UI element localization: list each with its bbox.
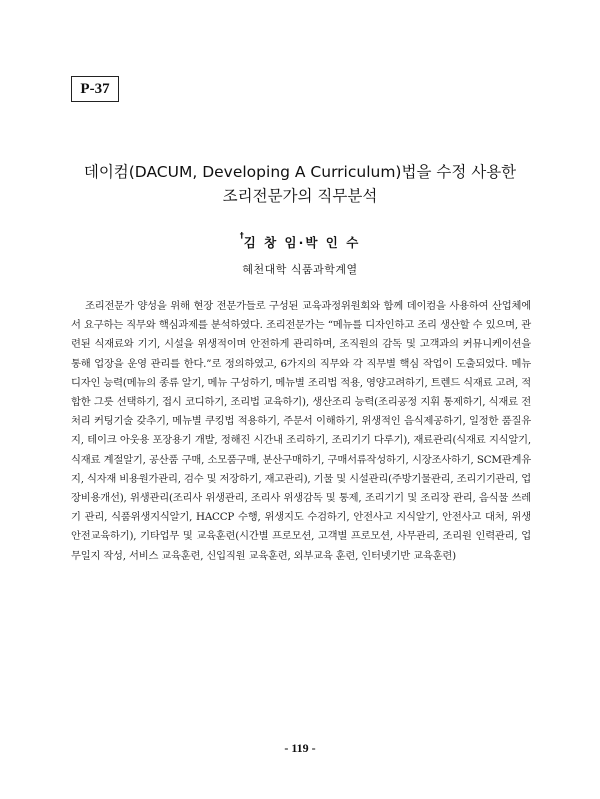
poster-id-box: [71, 76, 119, 102]
affiliation: 혜천대학 식품과학계열: [242, 263, 358, 276]
paper-title: [40, 160, 560, 208]
title-line-1: 데이컴(DACUM, Developing A Curriculum)법을 수정 사용한: [83, 163, 517, 181]
abstract-body: 조리전문가 양성을 위해 현장 전문가들로 구성된 교육과정위원회와 함께 데이컴을 사용하여 산업체에서 요구하는 직무와 핵심과제를 분석하였다. 조리전문가는 “메뉴를 디자인하고 조리 생산할 수 있으며, 관련된 식재료와 기기, 시설을 위생적이며 안전하게 관리하며, 조직원의 감독 및 고객과의 커뮤니케이션을 통해 업장을 운영 관리를 한다.”로 정의하였고, 6가지의 직무와 각 직무별 핵심 작업이 도출되었다. 메뉴디자인 능력(메뉴의 종류 알기, 메뉴 구성하기, 메뉴별 조리법 적용, 영양고려하기, 트렌드 식재료 고려, 적합한 그릇 선택하기, 접시 코디하기, 조리법 교육하기), 생산조리 능력(조리공정 지휘 통제하기, 식재료 전처리 커팅기술 갖추기, 메뉴별 쿠킹법 적용하기, 주문서 이해하기, 위생적인 음식제공하기, 일정한 품질유지, 테이크 아웃용 포장용기 개발, 정해진 시간내 조리하기, 조리기기 다루기), 재료관리(식재료 지식알기, 식재료 계절알기, 공산품 구매, 소모품구매, 분산구매하기, 구매서류작성하기, 시장조사하기, SCM관계유지, 식자재 비용원가관리, 검수 및 저장하기, 재고관리), 기물 및 시설관리(주방기물관리, 조리기기관리, 업장비용개선), 위생관리(조리사 위생관리, 조리사 위생감독 및 통제, 조리기기 및 조리장 관리, 음식물 쓰레기 관리, 식품위생지식알기, HACCP 수행, 위생지도 수검하기, 안전사고 지식알기, 안전사고 대처, 위생안전교육하기), 기타업무 및 교육훈련(시간별 프로모션, 고객별 프로모션, 사무관리, 조리원 인력관리, 업무일지 작성, 서비스 교육훈련, 신입직원 교육훈련, 외부교육 훈련, 인터넷기반 교육훈련): [71, 300, 531, 562]
corresponding-author-mark: †: [239, 231, 244, 240]
title-line-2: 조리전문가의 직무분석: [222, 187, 378, 205]
author-names: 김 창 임·박 인 수: [243, 235, 361, 250]
poster-id: P-37: [80, 80, 110, 97]
page-number: - 119 -: [284, 741, 316, 755]
author-list: [40, 233, 560, 251]
